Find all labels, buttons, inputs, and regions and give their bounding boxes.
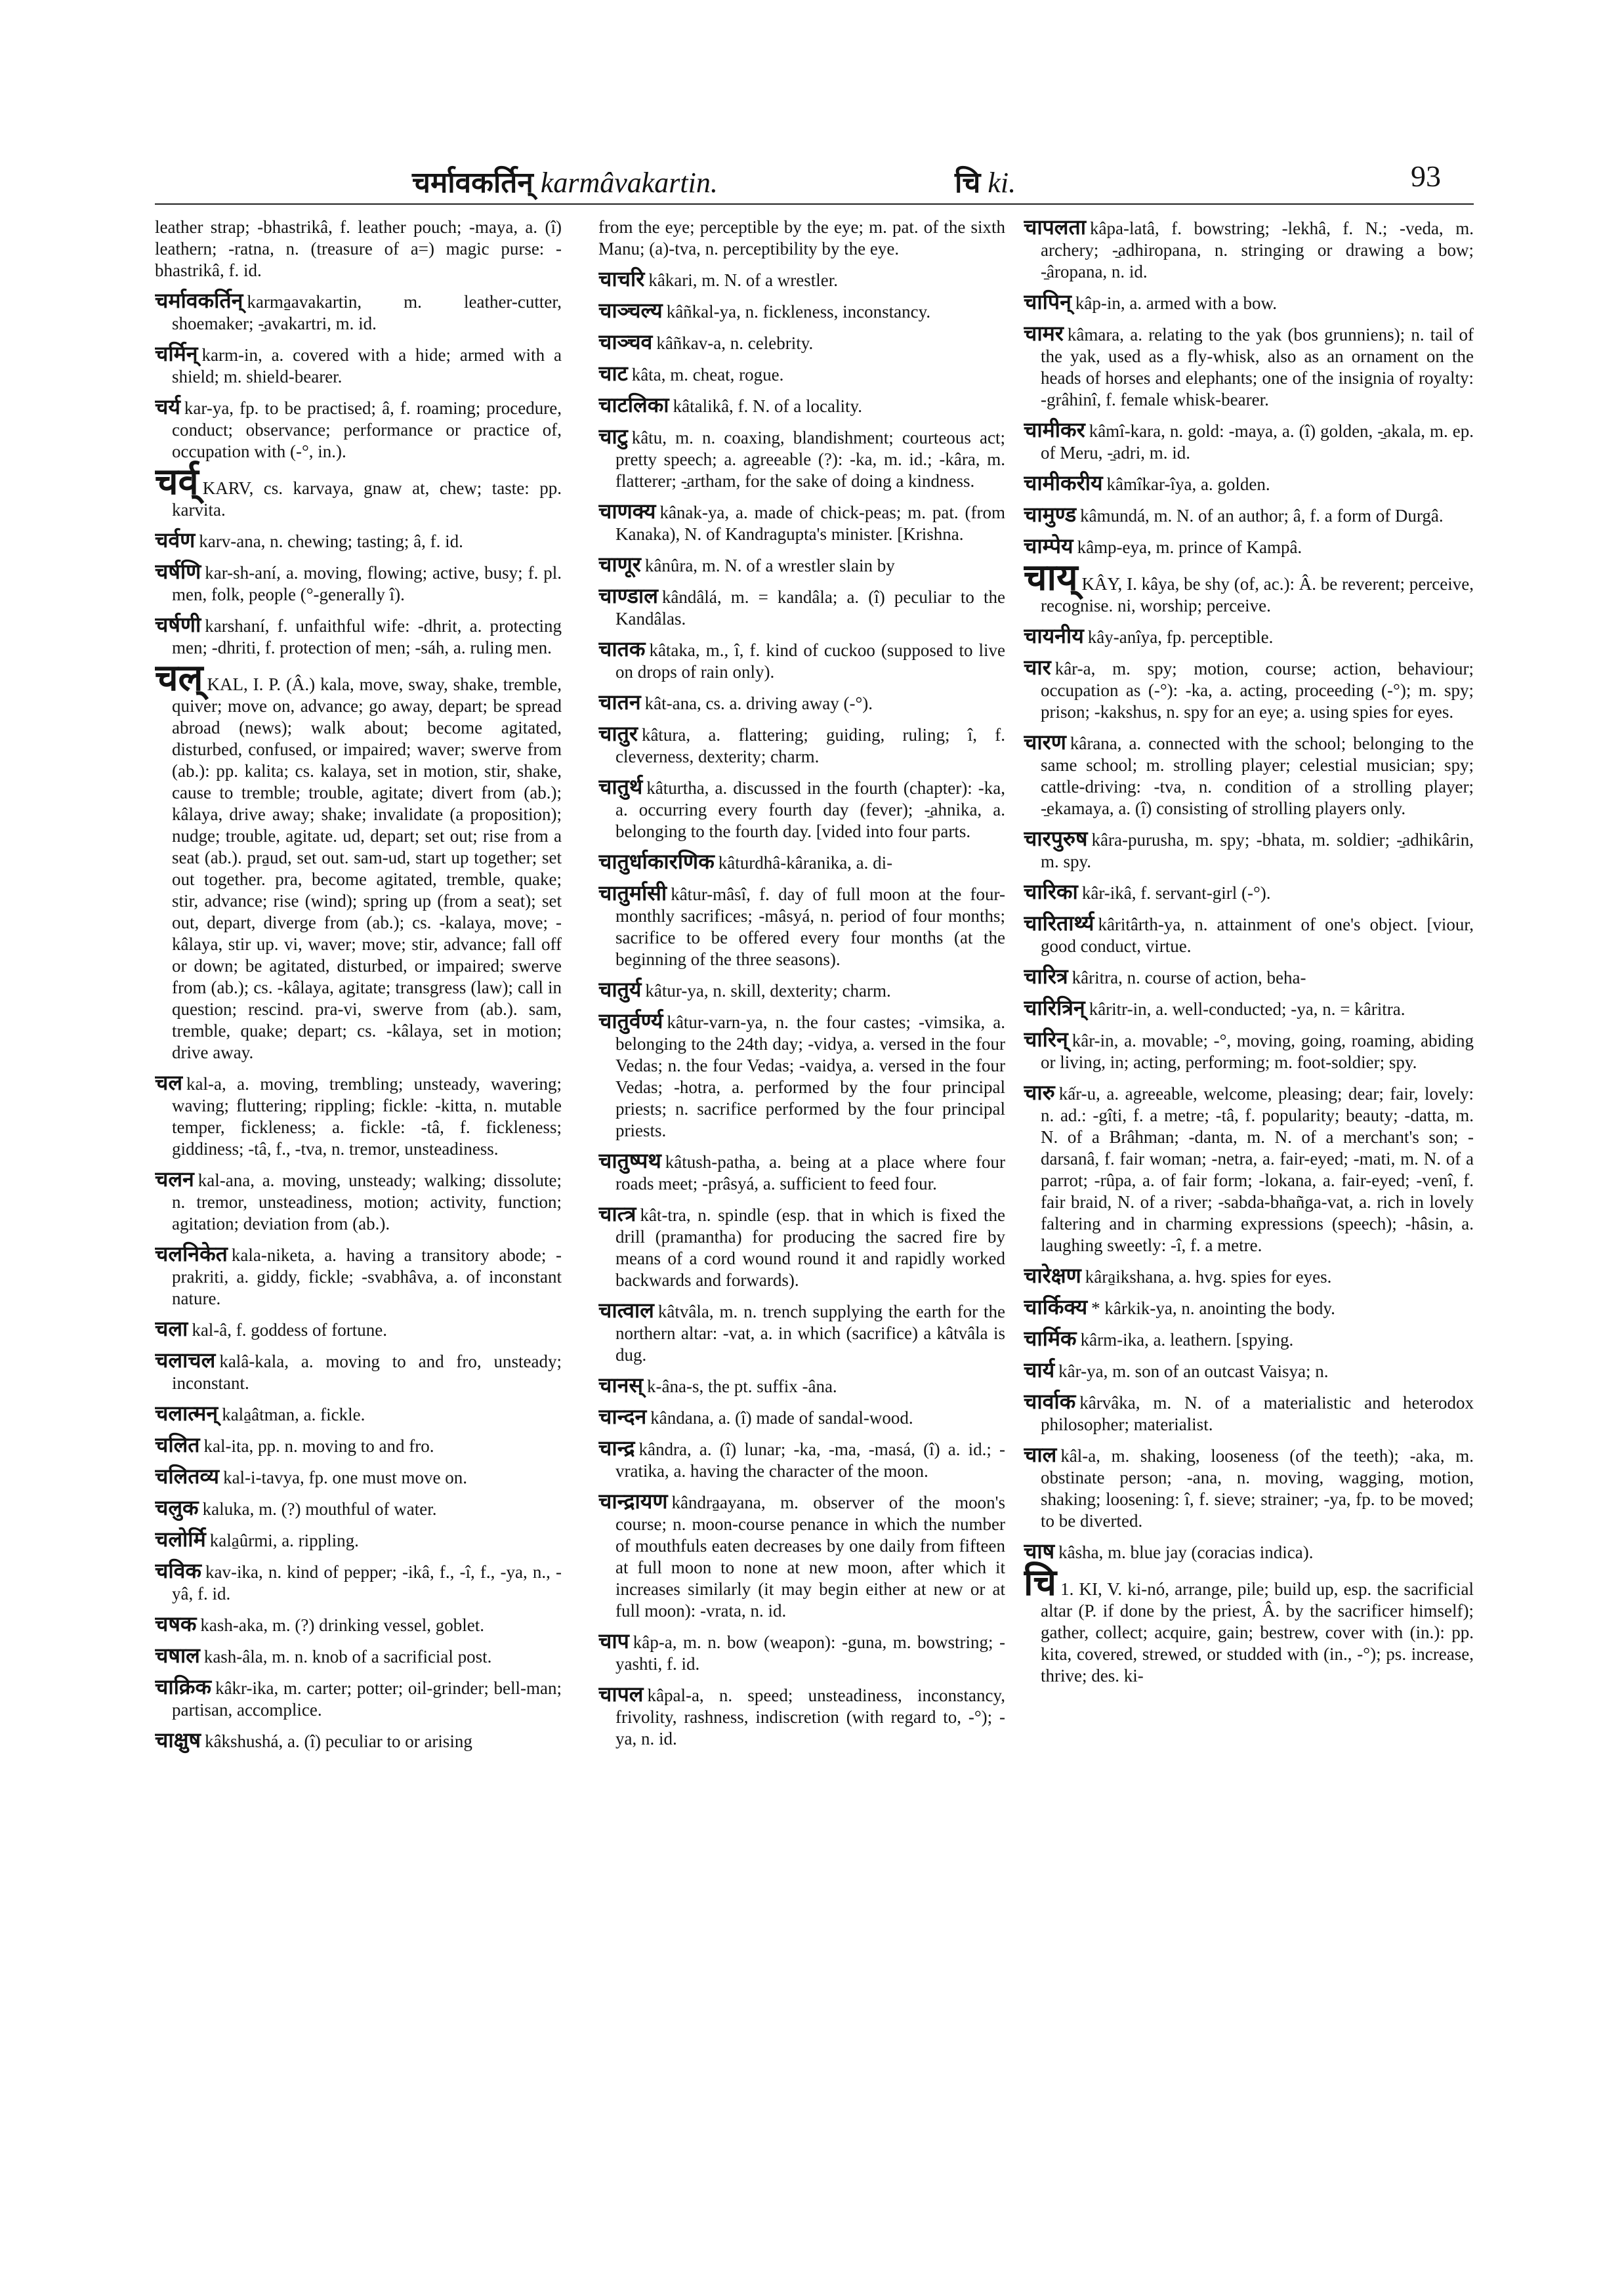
dictionary-entry [598,363,1005,386]
entry-headword: चात्त्र [598,1201,636,1226]
entry-headword: चारित्रिन् [1024,995,1085,1020]
entry-headword: चामर [1024,321,1064,346]
entry-headword: चातन [598,690,641,714]
entry-headword: चार्वाक [1024,1389,1076,1414]
entry-definition: kândra, a. (î) lunar; -ka, -ma, -masá, (î) a. id.; -vratika, a. having the character of the moon. [615,1439,1005,1481]
dictionary-entry [1024,556,1474,617]
entry-headword: चर्षणी [155,612,201,637]
entry-headword: चल [155,1070,183,1095]
entry-definition: kâr-ikâ, f. servant-girl (-°). [1081,883,1271,903]
header-left-catchword [412,161,718,201]
entry-headword: चामुण्ड [1024,502,1077,527]
dictionary-entry [598,1684,1005,1750]
dictionary-entry [155,529,562,552]
entry-definition: kar-ya, fp. to be practised; â, f. roaming; procedure, conduct; observance; performance or practice of, occupation with (-°, in.). [172,398,562,461]
entry-definition: 1. KI, V. ki-nó, arrange, pile; build up, esp. the sacrificial altar (P. if done by the priest, Â. by the sacrificer himself); gather, collect; acquire, gain; bestrew, cover with (in.): pp. kita, covered, strewed, or studded with (in., -°); ps. increase, thrive; des. ki- [1041,1579,1474,1685]
dictionary-entry [598,638,1005,683]
entry-definition: kâr-ya, m. son of an outcast Vaisya; n. [1058,1361,1329,1381]
entry-definition: karv-ana, n. chewing; tasting; â, f. id. [199,531,463,551]
header-right-catchword [955,161,1016,201]
entry-definition: kal-â, f. goddess of fortune. [192,1320,387,1340]
entry-headword: चान्दन [598,1404,647,1429]
column-3 [1024,217,1474,2224]
entry-definition: kâturdhâ-kâranika, a. di- [718,853,893,873]
entry-headword: चातुर्य [598,977,642,1002]
entry-definition: KARV, cs. karvaya, gnaw at, chew; taste: pp. karvita. [172,478,562,520]
entry-headword: चलनिकेत [155,1241,228,1266]
entry-definition: karm-in, a. covered with a hide; armed with a shield; m. shield-bearer. [172,345,562,386]
dictionary-entry [155,1560,562,1605]
entry-definition: kâpal-a, n. speed; unsteadiness, inconstancy, frivolity, rashness, indiscretion (with regard to, -°); -ya, n. id. [615,1685,1005,1748]
entry-definition: kâtura, a. flattering; guiding, ruling; î, f. cleverness, dexterity; charm. [615,725,1005,766]
dictionary-entry [598,776,1005,842]
dictionary-entry [598,1203,1005,1291]
dictionary-entry [1024,997,1474,1020]
entry-definition: kâr-in, a. movable; -°, moving, going, roaming, abiding or living, in; acting, performing; m. foot-soldier; spy. [1041,1031,1474,1072]
dictionary-entry [155,1497,562,1520]
dictionary-entry [1024,1561,1474,1687]
entry-headword: चारु [1024,1080,1055,1105]
entry-definition: kârvâka, m. N. of a materialistic and heterodox philosopher; materialist. [1041,1393,1474,1434]
entry-headword: चान्द्र [598,1436,635,1460]
dictionary-entry [598,394,1005,417]
entry-definition: kâñkav-a, n. celebrity. [656,333,814,353]
entry-definition: kâtur-varn-ya, n. the four castes; -vimsika, a. belonging to the 24th day; -vidya, a. versed in the four Vedas; n. the four Vedas; -vaidya, a. versed in the four Vedas; -hotra, a. performed by the four principal priests; n. sacrifice performed by the four principal priests. [615,1012,1005,1140]
entry-definition: kâtu, m. n. coaxing, blandishment; courteous act; pretty speech; a. agreeable (?): -ka, m. id.; -kâra, m. flatterer; -̱artham, for the sake of doing a kindness. [615,428,1005,491]
dictionary-entry [1024,966,1474,989]
entry-definition: kât-tra, n. spindle (esp. that in which is fixed the drill (pramantha) for producing the sacred fire by means of a cord wound round it and rapidly worked backwards and forwards). [615,1205,1005,1290]
entry-headword: चाप [598,1628,629,1653]
entry-definition: kash-âla, m. n. knob of a sacrificial post. [203,1647,492,1666]
entry-definition: kât-ana, cs. a. driving away (-°). [644,693,873,713]
entry-definition: karshaní, f. unfaithful wife: -dhrit, a. protecting men; -dhriti, f. protection of men; -sáh, a. ruling men. [172,616,562,657]
entry-headword: चातुर्थ [598,774,643,799]
entry-headword: चलितव्य [155,1464,220,1489]
entry-headword: चर्य [155,394,180,419]
dictionary-entry [598,1300,1005,1366]
entry-definition: kâpa-latâ, f. bowstring; -lekhâ, f. N.; -veda, m. archery; -̱adhiropana, n. stringing or drawing a bow; -̱âropana, n. id. [1041,218,1474,281]
entry-headword: चाञ्चल्य [598,298,663,323]
entry-definition: kâritârth-ya, n. attainment of one's object. [viour, good conduct, virtue. [1041,915,1474,956]
entry-definition: kar-sh-aní, a. moving, flowing; active, busy; f. pl. men, folk, people (°-generally î). [172,563,562,604]
entry-headword: चाञ्चव [598,329,653,354]
entry-definition: kal-ana, a. moving, unsteady; walking; dissolute; n. tremor, unsteadiness, motion; activity, function; agitation; deviation from (ab.). [172,1170,562,1233]
entry-headword: चातुर्मासी [598,880,667,905]
dictionary-entry [155,1243,562,1310]
page-number: 93 [1411,159,1441,193]
dictionary-entry [1024,1359,1474,1382]
dictionary-entry [598,882,1005,970]
dictionary-entry [1024,913,1474,957]
dictionary-entry [1024,1391,1474,1436]
entry-headword: चाटु [598,424,628,449]
entry-definition: kaluka, m. (?) mouthful of water. [202,1499,437,1519]
entry-definition: kârm-ika, a. leathern. [spying. [1080,1330,1294,1350]
entry-definition: kal-i-tavya, fp. one must move on. [223,1468,467,1487]
entry-definition: kâtur-mâsî, f. day of full moon at the four-monthly sacrifices; -mâsyá, n. period of four months; sacrifice to be offered every four months (at the beginning of the three seasons). [615,884,1005,969]
entry-definition: kâturtha, a. discussed in the fourth (chapter): -ka, a. occurring every fourth day (fever); -̱ahnika, a. belonging to the fourth day. [vided into four parts. [615,778,1005,841]
entry-headword: चलाचल [155,1348,216,1373]
entry-headword: चार्किक्य [1024,1294,1088,1319]
entry-definition: kâtvâla, m. n. trench supplying the earth for the northern altar: -vat, a. in which (sacrifice) a kâtvâla is dug. [615,1302,1005,1365]
entry-definition: kâmîkar-îya, a. golden. [1106,474,1270,494]
dictionary-entry [1024,323,1474,411]
dictionary-entry [1024,217,1474,283]
entry-definition: kâritra, n. course of action, beha- [1072,968,1306,987]
entry-headword: चाटलिका [598,392,669,417]
entry-headword: चातुर [598,721,638,746]
entry-headword: चार्य [1024,1357,1055,1382]
dictionary-entry [155,1676,562,1721]
entry-headword: चार्मिक [1024,1326,1077,1351]
entry-headword: चषाल [155,1643,200,1668]
entry-definition: kânûra, m. N. of a wrestler slain by [644,556,895,575]
entry-headword: चाट [598,361,628,386]
dictionary-entry [598,1437,1005,1482]
entry-headword: चारपुरुष [1024,826,1088,851]
entry-definition: kalâ-kala, a. moving to and fro, unsteady; inconstant. [172,1352,562,1393]
entry-headword: चाण्डाल [598,583,658,608]
dictionary-entry [598,585,1005,630]
entry-headword: चला [155,1316,188,1341]
dictionary-entry [598,1491,1005,1622]
entry-headword: चाक्षुष [155,1727,201,1752]
entry-headword: चामीकर [1024,417,1085,442]
dictionary-entry [598,979,1005,1002]
dictionary-entry [598,1406,1005,1429]
entry-headword: चारिन् [1024,1027,1068,1052]
entry-definition: kâtush-patha, a. being at a place where four roads meet; -prâsyá, a. sufficient to feed four. [615,1152,1005,1193]
dictionary-entry [598,217,1005,260]
entry-definition: kâkshushá, a. (î) peculiar to or arising [205,1731,472,1751]
dictionary-entry [1024,291,1474,314]
dictionary-entry [598,331,1005,354]
dictionary-entry [155,290,562,335]
entry-headword: चाष [1024,1539,1055,1563]
dictionary-entry [1024,1444,1474,1532]
dictionary-entry [155,657,562,1064]
entry-definition: kâr-a, m. spy; motion, course; action, behaviour; occupation as (-°): -ka, a. acting, proceeding (-°); m. spy; prison; -kakshus, n. spy for an eye; a. using spies for eyes. [1041,659,1474,722]
dictionary-entry [155,1403,562,1426]
dictionary-entry [1024,1029,1474,1073]
entry-headword: चलुक [155,1495,199,1520]
dictionary-entry [155,1318,562,1341]
entry-headword: चल् [155,657,203,699]
header-center-transliteration: ki. [988,167,1016,199]
dictionary-entry [598,268,1005,291]
entry-headword: चलन [155,1167,194,1191]
entry-definition: kânak-ya, a. made of chick-peas; m. pat. (from Kanaka), N. of Kandragupta's minister. [Krishna. [615,503,1005,544]
entry-headword: चषक [155,1611,197,1636]
entry-definition: kâñkal-ya, n. fickleness, inconstancy. [666,302,931,321]
entry-definition: kala̱âtman, a. fickle. [222,1405,365,1424]
dictionary-entry [1024,1296,1474,1319]
entry-definition: kâtur-ya, n. skill, dexterity; charm. [645,981,891,1001]
entry-headword: चापिन् [1024,289,1072,314]
entry-definition: kâta, m. cheat, rogue. [631,365,784,384]
dictionary-entry [598,501,1005,545]
dictionary-entry [155,343,562,388]
entry-headword: चातुष्पथ [598,1148,661,1173]
entry-definition: kâkr-ika, m. carter; potter; oil-grinder; bell-man; partisan, accomplice. [172,1678,562,1720]
entry-headword: चलोर्मि [155,1527,206,1552]
entry-definition: kârana, a. connected with the school; belonging to the same school; m. strolling player; celestial musician; spy; cattle-driving: -tva, n. condition of a strolling player; -̱ekamaya, a. (î) consisting of strolling players only. [1041,734,1474,818]
entry-definition: kâp-a, m. n. bow (weapon): -guna, m. bowstring; -yashti, f. id. [615,1632,1005,1674]
entry-definition: kândra̱ayana, m. observer of the moon's course; n. moon-course penance in which the number of mouthfuls eaten decreases by one daily from fifteen at full moon to none at new moon, after which it increases similarly (it may begin either at new or at full moon): -vrata, n. id. [615,1493,1005,1621]
entry-definition: kav-ika, n. kind of pepper; -ikâ, f., -î, f., -ya, n., -yâ, f. id. [172,1562,562,1603]
dictionary-entry [155,614,562,659]
entry-headword: चाक्रिक [155,1674,212,1699]
dictionary-entry [1024,657,1474,723]
dictionary-entry [1024,625,1474,648]
entry-headword: चलित [155,1432,200,1457]
entry-definition: kâmundá, m. N. of an author; â, f. a form of Durgâ. [1080,506,1444,526]
dictionary-entry [598,723,1005,768]
dictionary-entry [155,217,562,281]
entry-headword: चर्वण [155,527,196,552]
entry-definition: kấr-u, a. agreeable, welcome, pleasing; dear; fair, lovely: n. ad.: -gîti, f. a metre; -tâ, f. popularity; beauty; -datta, m. N. of a Brâhman; -danta, m. N. of a merchant's son; -darsanâ, f. fair woman; -netra, a. fair-eyed; -mati, m. N. of a parrot; -rûpa, a. of fair form; -lokana, a. fair-eyed; -venî, f. fair braid, N. of a river; -sabda-bhañga-vat, a. rich in lovely faltering and in charming expressions (speech); -hâsin, a. laughing sweetly: -î, f. a metre. [1041,1084,1474,1255]
entry-headword: चार [1024,655,1051,680]
entry-definition: kal-ita, pp. n. moving to and fro. [203,1436,434,1456]
running-header [0,150,1624,202]
entry-headword: चातुर्वर्ण्य [598,1008,663,1033]
entry-headword: चारित्र [1024,964,1068,989]
entry-headword: चापल [598,1682,644,1706]
header-left-transliteration: karmâvakartin. [540,167,718,199]
entry-definition: kâsha, m. blue jay (coracias indica). [1058,1542,1314,1562]
dictionary-entry [155,561,562,606]
entry-headword: चारितार्थ्य [1024,911,1094,936]
entry-definition: kây-anîya, fp. perceptible. [1087,627,1274,647]
dictionary-entry [1024,1265,1474,1288]
dictionary-entry [1024,472,1474,495]
column-2 [598,217,1005,2224]
entry-definition: kâmp-eya, m. prince of Kampâ. [1077,537,1302,557]
entry-headword: चारेक्षण [1024,1263,1081,1288]
dictionary-entry [155,1434,562,1457]
column-1 [155,217,562,2224]
dictionary-entry [155,396,562,463]
dictionary-entry [598,1150,1005,1195]
dictionary-entry [598,554,1005,577]
entry-definition: kândana, a. (î) made of sandal-wood. [650,1408,913,1428]
entry-definition: kâtalikâ, f. N. of a locality. [673,396,862,416]
entry-definition: karma̱avakartin, m. leather-cutter, shoemaker; -̱avakartri, m. id. [172,292,562,333]
entry-definition: k-âna-s, the pt. suffix -âna. [647,1376,837,1396]
dictionary-entry [155,1168,562,1235]
entry-headword: चर्मावकर्तिन् [155,288,243,313]
dictionary-entry [155,1466,562,1489]
dictionary-entry [1024,504,1474,527]
entry-headword: चायनीय [1024,623,1084,648]
entry-definition: kândâlá, m. = kandâla; a. (î) peculiar to the Kandâlas. [615,587,1005,629]
dictionary-entry [155,1645,562,1668]
entry-headword: चि [1024,1561,1057,1604]
entry-definition: kâra̱ikshana, a. hvg. spies for eyes. [1085,1267,1332,1287]
header-rule [155,203,1474,205]
dictionary-entry [598,1010,1005,1142]
entry-definition: KÂY, I. kâya, be shy (of, ac.): Â. be reverent; perceive, recognise. ni, worship; perceive. [1041,574,1474,615]
entry-headword: चानस् [598,1373,644,1397]
dictionary-entry [598,1630,1005,1675]
dictionary-entry [598,692,1005,714]
entry-definition: kal-a, a. moving, trembling; unsteady, wavering; waving; fluttering; rippling; fickle: -kitta, n. mutable temper, fickleness; a. fickle: -tâ, f. fickleness; giddiness; -tâ, f., -tva, n. tremor, unsteadiness. [172,1074,562,1159]
entry-headword: चात्वाल [598,1298,654,1323]
dictionary-entry [598,851,1005,874]
entry-definition: kala̱ûrmi, a. rippling. [209,1531,359,1550]
header-center-devanagari: चि [955,166,981,199]
dictionary-entry [1024,881,1474,904]
entry-definition: from the eye; perceptible by the eye; m. pat. of the sixth Manu; (a)-tva, n. perceptibility by the eye. [598,217,1005,258]
dictionary-entry [155,1729,562,1752]
entry-headword: चर्व् [155,461,199,503]
entry-headword: चाल [1024,1442,1057,1467]
entry-headword: चातुर्धाकारणिक [598,849,715,874]
entry-definition: KAL, I. P. (Â.) kala, move, sway, shake, tremble, quiver; move on, advance; go away, depart; be spread abroad (news); walk about; become agitated, disturbed, confused, or impaired; waver; swerve from (ab.): pp. kalita; cs. kalaya, set in motion, stir, shake, cause to tremble; trouble, agitate; divert from (ab.); kâlaya, drive away; shake; invalidate (a proposition); nudge; trouble, agitate. ud, depart; set out; rise from a seat (ab.). pra̱ud, set out. sam-ud, start up together; set out together. pra, become agitated, tremble, quake; stir, advance; rise (wind); spring up (from a seat); set out, depart, diverge from (ab.); cs. -kalaya, move; -kâlaya, stir up. vi, waver; move; stir, advance; fall off or down; be agitated, disturbed, or impaired; swerve from (ab.); cs. -kâlaya, agitate; transgress (law); call in question; rescind. pra-vi, swerve from (ab.). sam, tremble, quake; depart; cs. -kâlaya, set in motion; drive away. [172,674,562,1062]
entry-headword: चामीकरीय [1024,470,1103,495]
entry-headword: चर्मिन् [155,341,198,366]
dictionary-entry [598,300,1005,323]
entry-definition: kâmara, a. relating to the yak (bos grunniens); n. tail of the yak, used as a fly-whisk, also as an ornament on the heads of horses and elephants; one of the insignia of royalty: -grâhinî, f. female whisk-bearer. [1041,325,1474,409]
dictionary-entry [598,426,1005,492]
dictionary-entry [155,1613,562,1636]
entry-headword: चातक [598,636,646,661]
entry-definition: kâmî-kara, n. gold: -maya, a. (î) golden, -̱akala, m. ep. of Meru, -̱adri, m. id. [1041,421,1474,463]
dictionary-entry [1024,1328,1474,1351]
entry-definition: kash-aka, m. (?) drinking vessel, goblet. [200,1615,485,1635]
dictionary-entry [1024,1540,1474,1563]
entry-headword: चाचरि [598,266,645,291]
dictionary-entry [1024,828,1474,873]
entry-definition: kâl-a, m. shaking, looseness (of the teeth); -aka, m. obstinate person; -ana, n. moving, wagging, motion, shaking; loosening: î, f. sieve; strainer; -ya, fp. to be moved; to be diverted. [1041,1446,1474,1531]
dictionary-entry [1024,419,1474,464]
dictionary-entry [1024,535,1474,558]
entry-headword: चाय् [1024,556,1078,599]
entry-headword: चाणूर [598,552,641,577]
entry-definition: kâtaka, m., î, f. kind of cuckoo (supposed to live on drops of rain only). [615,640,1005,682]
entry-headword: चविक [155,1558,201,1583]
dictionary-entry [155,1350,562,1394]
dictionary-entry [1024,1082,1474,1256]
dictionary-entry [598,1375,1005,1397]
entry-headword: चर्षणि [155,559,201,584]
entry-definition: kâritr-in, a. well-conducted; -ya, n. = kâritra. [1089,999,1405,1019]
entry-headword: चारण [1024,730,1066,755]
entry-headword: चापलता [1024,217,1087,239]
entry-headword: चान्द्रायण [598,1489,668,1514]
dictionary-entry [155,461,562,521]
dictionary-entry [155,1529,562,1552]
dictionary-entry [1024,732,1474,819]
entry-headword: चलात्मन् [155,1401,219,1426]
entry-definition: kâkari, m. N. of a wrestler. [648,270,838,290]
entry-headword: चारिका [1024,879,1078,904]
entry-definition: kâp-in, a. armed with a bow. [1075,293,1277,313]
dictionary-entry [155,1072,562,1160]
header-left-devanagari: चर्मावकर्तिन् [412,166,533,199]
entry-definition: * kârkik-ya, n. anointing the body. [1091,1298,1335,1318]
entry-headword: चाम्पेय [1024,533,1073,558]
entry-headword: चाणक्य [598,499,656,524]
entry-definition: kala-niketa, a. having a transitory abode; -prakriti, a. giddy, fickle; -svabhâva, a. of inconstant nature. [172,1245,562,1308]
entry-definition: kâra-purusha, m. spy; -bhata, m. soldier; -̱adhikârin, m. spy. [1041,830,1474,871]
entry-definition: leather strap; -bhastrikâ, f. leather pouch; -maya, a. (î) leathern; -ratna, n. (treasure of a=) magic purse: -bhastrikâ, f. id. [155,217,562,280]
